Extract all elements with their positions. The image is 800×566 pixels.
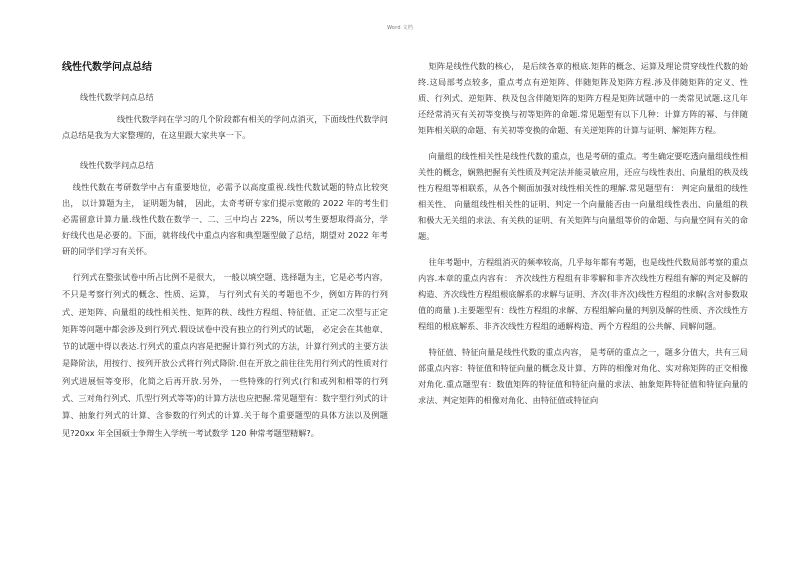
subheading-1: 线性代数学问点总结 — [80, 92, 154, 102]
right-column — [418, 58, 748, 408]
left-column — [62, 58, 388, 442]
right-paragraph-1: 矩阵是线性代数的核心， 是后续各章的根底.矩阵的概念、运算及理论贯穿线性代数的始终.这局部考点较多，重点考点有逆矩阵、伴随矩阵及矩阵方程.涉及伴随矩阵的定义、性质、行列式、逆矩阵、秩及包含伴随矩阵的矩阵方程是矩阵试题中的一类常见试题.这几年还经常消灭有关初等变换与初等矩阵的命题.常见题型有以下几种：计算方阵的幂、与伴随矩阵相关联的命题、有关初等变换的命题、有关逆矩阵的计算与证明、解矩阵方程。 — [418, 61, 748, 135]
page-header-label: Word 文档 — [387, 25, 413, 31]
left-paragraph-1: 线性代数在考研数学中占有重要地位，必需予以高度重视.线性代数试题的特点比较突出， 以计算题为主， 证明题为辅， 因此，太奇考研专家们提示宽敞的 2022 年的考生们必需留意计算力量.线性代数在数学一、二、三中均占 22%，所以考生要想取得高分，学好线代也是必要的。下面，就将线代中重点内容和典型题型做了总结，期望对 2022 年考研的同学们学习有关怀。 — [62, 182, 388, 256]
intro-paragraph: 线性代数学问在学习的几个阶段都有相关的学问点消灭，下面线性代数学问点总结是我为大家整理的，在这里跟大家共享一下。 — [62, 114, 388, 140]
document-title: 线性代数学问点总结 — [62, 62, 152, 73]
subheading-2: 线性代数学问点总结 — [80, 160, 154, 170]
right-paragraph-3: 往年考题中，方程组消灭的频率较高，几乎每年都有考题，也是线性代数局部考察的重点内容.本章的重点内容有： 齐次线性方程组有非零解和非齐次线性方程组有解的判定及解的构造、齐次线性方程组根底解系的求解与证明、齐次(非齐次)线性方程组的求解(含对参数取值的商量 ).主要题型有：线性方程组的求解、方程组解向量的判别及解的性质、齐次线性方程组的根底解系、非齐次线性方程组的通解构造、两个方程组的公共解、同解问题。 — [418, 257, 748, 331]
right-paragraph-2: 向量组的线性相关性是线性代数的重点，也是考研的重点。考生确定要吃透向量组线性相关性的概念，娴熟把握有关性质及判定法并能灵敏应用，还应与线性表出、向量组的秩及线性方程组等相联系，从各个侧面加强对线性相关性的理解.常见题型有： 判定向量组的线性相关性、 向量组线性相关性的证明、判定一个向量能否由一向量组线性表出、向量组的秩和极大无关组的求法、有关秩的证明、有关矩阵与向量组等价的命题、与向量空间有关的命题。 — [418, 151, 748, 241]
right-paragraph-4: 特征值、特征向量是线性代数的重点内容， 是考研的重点之一，题多分值大，共有三局部重点内容：特征值和特征向量的概念及计算、方阵的相像对角化、实对称矩阵的正交相像对角化.重点题型有：数值矩阵的特征值和特征向量的求法、抽象矩阵特征值和特征向量的求法、判定矩阵的相像对角化、由特征值或特征向 — [418, 347, 748, 405]
left-paragraph-2: 行列式在整张试卷中所占比例不是很大， 一般以填空题、选择题为主，它是必考内容， 不只是考察行列式的概念、性质、运算， 与行列式有关的考题也不少，例如方阵的行列式、逆矩阵、向量组的线性相关性、矩阵的秩、线性方程组、特征值、正定二次型与正定矩阵等问题中都会涉及到行列式.假设试卷中没有独立的行列式的试题， 必定会在其他章、节的试题中得以表达.行列式的重点内容是把握计算行列式的方法，计算行列式的主要方法是降阶法，用按行、按列开放公式将行列式降阶.但在开放之前往往先用行列式的性质对行列式进展恒等变形，化简之后再开放.另外， 一些特殊的行列式(行和或列和相等的行列式、三对角行列式、爪型行列式等等)的计算方法也应把握.常见题型有：数字型行列式的计算、抽象行列式的计算、含参数的行列式的计算.关于每个重要题型的具体方法以及例题见?20xx 年全国硕士争辩生入学统一考试数学 120 种常考题型精解?。 — [62, 272, 388, 438]
